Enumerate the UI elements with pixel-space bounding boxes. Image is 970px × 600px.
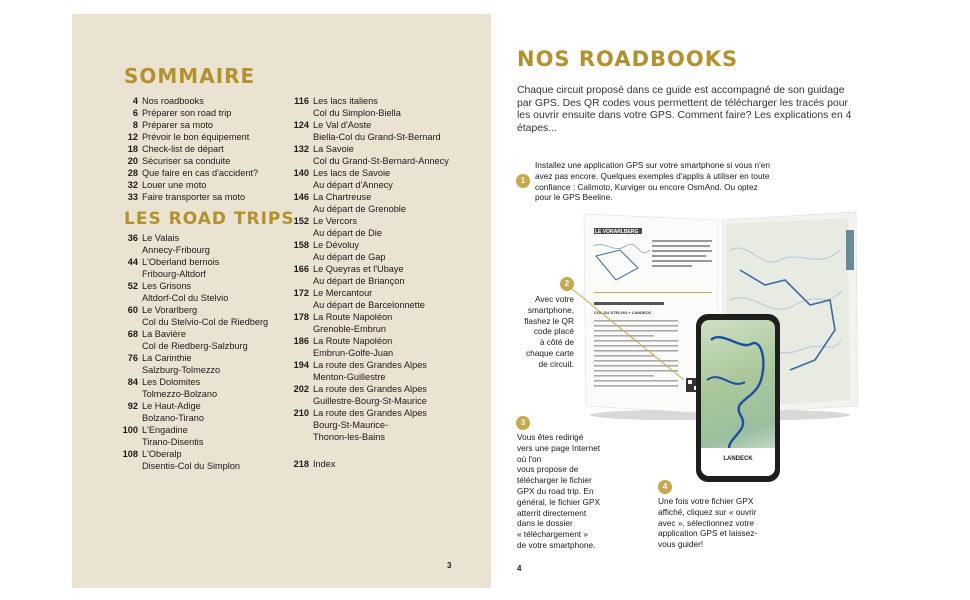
toc-page-number: 172	[293, 288, 309, 298]
step-text-line: application GPS et laissez-	[658, 528, 758, 539]
toc-entry	[120, 95, 280, 107]
roadtrips-list	[120, 232, 280, 472]
toc-entry	[291, 95, 471, 119]
toc-page-number: 18	[127, 144, 138, 154]
toc-entry	[291, 287, 471, 311]
toc-title: La Savoie	[313, 144, 354, 154]
step-text-line: Vous êtes redirigé	[517, 432, 584, 442]
toc-entry	[120, 328, 280, 352]
toc-page-number: 60	[127, 305, 138, 315]
toc-entry	[120, 232, 280, 256]
toc-page-number: 84	[127, 377, 138, 387]
toc-page-number: 20	[127, 156, 138, 166]
toc-page-number: 146	[293, 192, 309, 202]
toc-entry	[291, 143, 471, 167]
step-text-line: code placé	[533, 326, 574, 337]
step-1-badge: 1	[516, 174, 530, 188]
toc-title: Prévoir le bon équipement	[142, 132, 250, 142]
step-text-line: de circuit.	[538, 358, 574, 369]
toc-subtitle: Thonon-les-Bains	[313, 432, 386, 442]
toc-page-number: 100	[122, 425, 138, 435]
toc-entry	[120, 256, 280, 280]
step-text-line: chaque carte	[526, 347, 574, 358]
step-3-text	[517, 432, 627, 551]
toc-entry	[291, 119, 471, 143]
step-text-line: affiché, cliquez sur « ouvrir	[658, 506, 757, 517]
toc-entry	[291, 191, 471, 215]
toc-subtitle: Col du Simplon-Biella	[313, 108, 401, 118]
toc-subtitle: Tolmezzo-Bolzano	[142, 389, 218, 399]
toc-page-number: 218	[293, 459, 309, 469]
toc-subtitle: Fribourg-Altdorf	[142, 269, 206, 279]
toc-page-number: 116	[294, 96, 309, 106]
toc-subtitle: Annecy-Fribourg	[142, 245, 210, 255]
step-text-line: télécharger le fichier	[517, 475, 592, 486]
toc-page-number: 68	[127, 329, 138, 339]
toc-entry	[291, 359, 471, 383]
toc-subtitle: Col du Grand-St-Bernard-Annecy	[313, 156, 449, 166]
toc-entry	[120, 119, 280, 131]
toc-page-number: 132	[293, 144, 309, 154]
toc-title: Les Grisons	[142, 281, 192, 291]
page-title: NOS ROADBOOKS	[517, 47, 739, 71]
toc-entry	[291, 383, 471, 407]
toc-title: Les Dolomites	[142, 377, 201, 387]
step-text-line: Avec votre	[534, 294, 574, 304]
toc-title: Préparer sa moto	[142, 120, 213, 130]
toc-subtitle: Salzburg-Tolmezzo	[142, 365, 221, 375]
toc-entry	[120, 352, 280, 376]
toc-entry	[291, 311, 471, 335]
step-3-badge: 3	[516, 416, 530, 430]
toc-subtitle: Au départ de Die	[313, 228, 382, 238]
step-text-line: général, le fichier GPX	[517, 496, 601, 507]
toc-title: Le Valais	[142, 233, 180, 243]
step-2-badge: 2	[560, 277, 574, 291]
toc-title: La Carinthie	[142, 353, 192, 363]
toc-entry	[291, 335, 471, 359]
toc-title: Sécuriser sa conduite	[142, 156, 231, 166]
toc-entry	[120, 155, 280, 167]
toc-page-number: 140	[293, 168, 309, 178]
toc-title: Le Vorarlberg	[142, 305, 198, 315]
toc-subtitle: Menton-Guillestre	[313, 372, 386, 382]
intro-paragraph: Chaque circuit proposé dans ce guide est accompagné de son guidage par GPS. Des QR codes vous permettent de télécharger les tracés pour les ouvrir ensuite dans votre GPS. Comment faire? Les explications en 4 étapes...	[517, 85, 852, 134]
toc-subtitle: Tirano-Disentis	[142, 437, 204, 447]
toc-subtitle: Au départ de Gap	[313, 252, 386, 262]
step-text-line: vers une page Internet	[517, 442, 601, 453]
toc-title: Les lacs de Savoie	[313, 168, 391, 178]
toc-subtitle: Col du Stelvio-Col de Riedberg	[142, 317, 269, 327]
toc-subtitle: Grenoble-Embrun	[313, 324, 387, 334]
toc-title: La Route Napoléon	[313, 312, 393, 322]
step-text-line: Une fois votre fichier GPX	[658, 496, 754, 506]
step-2-text	[512, 294, 574, 370]
toc-entry	[291, 239, 471, 263]
step-text-line: vous propose de	[517, 464, 579, 475]
step-4-text	[658, 496, 788, 550]
toc-page-number: 210	[293, 408, 309, 418]
toc-page-number: 178	[293, 312, 309, 322]
toc-title: La route des Grandes Alpes	[313, 360, 427, 370]
index-entry	[291, 458, 411, 470]
toc-page-number: 152	[293, 216, 309, 226]
toc-title: L'Oberalp	[142, 449, 182, 459]
spread-title	[595, 229, 638, 235]
toc-entry	[120, 400, 280, 424]
toc-title: Les lacs italiens	[313, 96, 378, 106]
toc-subtitle: Disentis-Col du Simplon	[142, 461, 241, 471]
toc-page-number: 166	[293, 264, 309, 274]
toc-page-number: 33	[127, 192, 138, 202]
step-text-line: pour le GPS Beeline.	[535, 192, 613, 203]
step-2-connector	[560, 280, 700, 390]
toc-entry	[120, 280, 280, 304]
toc-entry	[120, 131, 280, 143]
sommaire-title: SOMMAIRE	[124, 64, 256, 88]
toc-title: Faire transporter sa moto	[142, 192, 246, 202]
toc-page-number: 6	[132, 108, 138, 118]
toc-subtitle: Au départ de Briançon	[313, 276, 405, 286]
toc-title: La Chartreuse	[313, 192, 372, 202]
step-1-text	[535, 160, 835, 203]
toc-subtitle: Col de Riedberg-Salzburg	[142, 341, 248, 351]
step-4-badge: 4	[658, 480, 672, 494]
toc-entry	[120, 143, 280, 155]
toc-page-number: 124	[293, 120, 309, 130]
toc-title: Le Mercantour	[313, 288, 373, 298]
step-text-line: à côté de	[539, 337, 574, 348]
toc-title: La Bavière	[142, 329, 186, 339]
toc-subtitle: Au départ de Barcelonnette	[313, 300, 425, 310]
toc-page-number: 8	[132, 120, 138, 130]
toc-page-number: 186	[293, 336, 309, 346]
toc-subtitle: Bourg-St-Maurice-	[313, 420, 389, 430]
toc-title: L'Oberland bernois	[142, 257, 220, 267]
toc-title: Check-list de départ	[142, 144, 224, 154]
phone-label: LANDECK	[723, 456, 753, 462]
toc-title: Le Val d'Aoste	[313, 120, 372, 130]
toc-title: Préparer son road trip	[142, 108, 232, 118]
toc-entry	[120, 376, 280, 400]
toc-entry	[291, 263, 471, 287]
step-text-line: GPX du road trip. En	[517, 485, 594, 496]
step-text-line: atterrit directement	[517, 507, 587, 518]
toc-title: Nos roadbooks	[142, 96, 204, 106]
step-text-line: vous guider!	[658, 539, 704, 550]
toc-page-number: 76	[127, 353, 138, 363]
step-text-line: avez pas encore. Quelques exemples d'applis à utiliser en toute	[535, 170, 770, 181]
toc-title: Que faire en cas d'accident?	[142, 168, 259, 178]
toc-subtitle: Biella-Col du Grand-St-Bernard	[313, 132, 441, 142]
toc-entry	[120, 179, 280, 191]
toc-title: Index	[313, 459, 336, 469]
toc-subtitle: Au départ de Grenoble	[313, 204, 406, 214]
toc-title: L'Engadine	[142, 425, 188, 435]
toc-page-number: 12	[127, 132, 138, 142]
toc-page-number: 28	[127, 168, 138, 178]
toc-title: Le Queyras et l'Ubaye	[313, 264, 404, 274]
toc-entry	[120, 424, 280, 448]
toc-entry	[291, 407, 471, 443]
toc-subtitle: Bolzano-Tirano	[142, 413, 204, 423]
toc-page-number: 44	[127, 257, 138, 267]
toc-page-number: 194	[293, 360, 309, 370]
sommaire-list	[120, 95, 280, 203]
toc-entry	[120, 107, 280, 119]
toc-subtitle: Au départ d'Annecy	[313, 180, 393, 190]
toc-title: Le Dévoluy	[313, 240, 359, 250]
spread-route-label: COL DU STELVIO > LANDECK	[594, 310, 652, 315]
step-text-line: Installez une application GPS sur votre smartphone si vous n'en	[535, 160, 770, 170]
step-text-line: de votre smartphone.	[517, 539, 596, 550]
spread-title-text: LE VORARLBERG	[595, 229, 639, 235]
smartphone	[696, 314, 780, 482]
toc-title: Le Haut-Adige	[142, 401, 201, 411]
toc-page-number: 202	[293, 384, 309, 394]
toc-subtitle: Guillestre-Bourg-St-Maurice	[313, 396, 427, 406]
toc-title: Le Vercors	[313, 216, 357, 226]
phone-map-screen	[701, 320, 775, 476]
roadtrips-list-2	[291, 95, 471, 443]
toc-entry	[291, 167, 471, 191]
step-text-line: « téléchargement »	[517, 529, 589, 540]
step-text-line: flashez le QR	[524, 315, 574, 326]
toc-subtitle: Altdorf-Col du Stelvio	[142, 293, 229, 303]
toc-entry	[120, 304, 280, 328]
page-number-left: 3	[447, 561, 452, 570]
step-text-line: smartphone,	[527, 304, 574, 315]
step-text-line: avec », sélectionnez votre	[658, 517, 754, 528]
roadtrips-title: LES ROAD TRIPS	[124, 209, 295, 229]
toc-subtitle: Embrun-Golfe-Juan	[313, 348, 394, 358]
step-text-line: confiance : Calimoto, Kurviger ou encore OsmAnd. Ou optez	[535, 181, 758, 192]
toc-entry	[291, 458, 411, 470]
step-text-line: où l'on	[517, 453, 542, 464]
step-text-line: dans le dossier	[517, 518, 573, 529]
toc-title: La Route Napoléon	[313, 336, 393, 346]
toc-page-number: 32	[127, 180, 138, 190]
toc-title: La route des Grandes Alpes	[313, 384, 427, 394]
page-number-right: 4	[517, 564, 522, 573]
toc-page-number: 158	[293, 240, 309, 250]
toc-page-number: 4	[132, 96, 138, 106]
toc-page-number: 92	[127, 401, 138, 411]
toc-entry	[120, 191, 280, 203]
toc-page-number: 52	[127, 281, 138, 291]
toc-entry	[120, 448, 280, 472]
toc-entry	[120, 167, 280, 179]
toc-title: La route des Grandes Alpes	[313, 408, 427, 418]
toc-page-number: 36	[127, 233, 138, 243]
toc-entry	[291, 215, 471, 239]
toc-title: Louer une moto	[142, 180, 207, 190]
toc-page-number: 108	[122, 449, 138, 459]
